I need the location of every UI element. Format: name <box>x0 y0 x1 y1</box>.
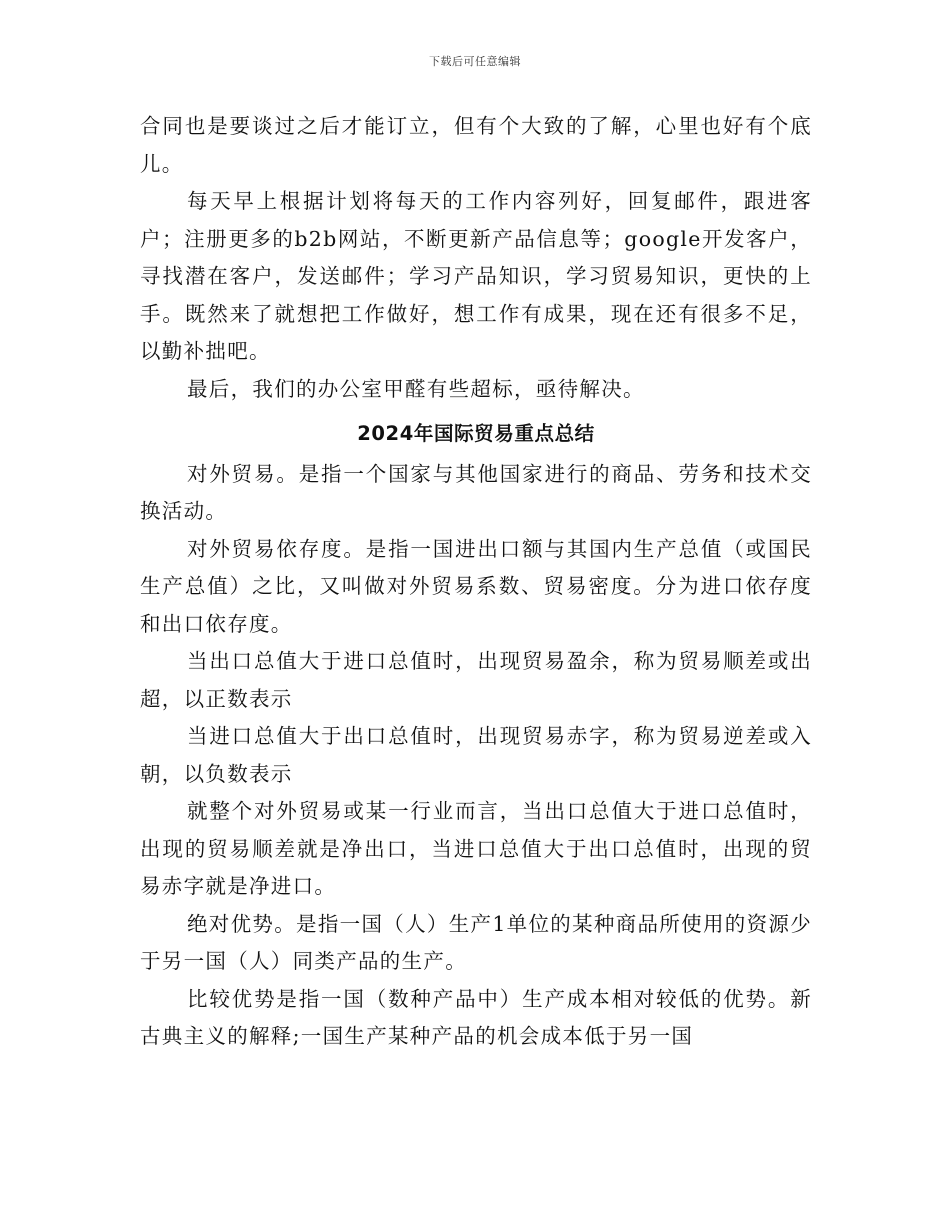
paragraph-comparative-advantage: 比较优势是指一国（数种产品中）生产成本相对较低的优势。新古典主义的解释;一国生产某种产品的机会成本低于另一国 <box>140 986 812 1048</box>
paragraph-trade-dependence: 对外贸易依存度。是指一国进出口额与其国内生产总值（或国民生产总值）之比，又叫做对外贸易系数、贸易密度。分为进口依存度和出口依存度。 <box>140 536 812 636</box>
paragraph-trade-deficit: 当进口总值大于出口总值时，出现贸易赤字，称为贸易逆差或入朝，以负数表示 <box>140 724 812 786</box>
paragraph-net-export: 就整个对外贸易或某一行业而言，当出口总值大于进口总值时，出现的贸易顺差就是净出口，当进口总值大于出口总值时，出现的贸易赤字就是净进口。 <box>140 799 812 898</box>
paragraph-daily-work: 每天早上根据计划将每天的工作内容列好，回复邮件，跟进客户；注册更多的b2b网站，不断更新产品信息等；google开发客户，寻找潜在客户，发送邮件；学习产品知识，学习贸易知识，更快的上手。既然来了就想把工作做好，想工作有成果，现在还有很多不足，以勤补拙吧。 <box>140 189 812 363</box>
section-title: 2024年国际贸易重点总结 <box>357 422 595 445</box>
paragraph-absolute-advantage: 绝对优势。是指一国（人）生产1单位的某种商品所使用的资源少于另一国（人）同类产品的生产。 <box>140 911 812 973</box>
page-header: 下载后可任意编辑 <box>429 55 521 68</box>
paragraph-foreign-trade: 对外贸易。是指一个国家与其他国家进行的商品、劳务和技术交换活动。 <box>140 461 812 523</box>
paragraph-contract-continuation: 合同也是要谈过之后才能订立，但有个大致的了解，心里也好有个底儿。 <box>140 114 812 176</box>
document-body <box>140 108 812 1056</box>
paragraph-office-formaldehyde: 最后，我们的办公室甲醛有些超标，亟待解决。 <box>187 376 645 401</box>
paragraph-trade-surplus: 当出口总值大于进口总值时，出现贸易盈余，称为贸易顺差或出超，以正数表示 <box>140 649 812 711</box>
